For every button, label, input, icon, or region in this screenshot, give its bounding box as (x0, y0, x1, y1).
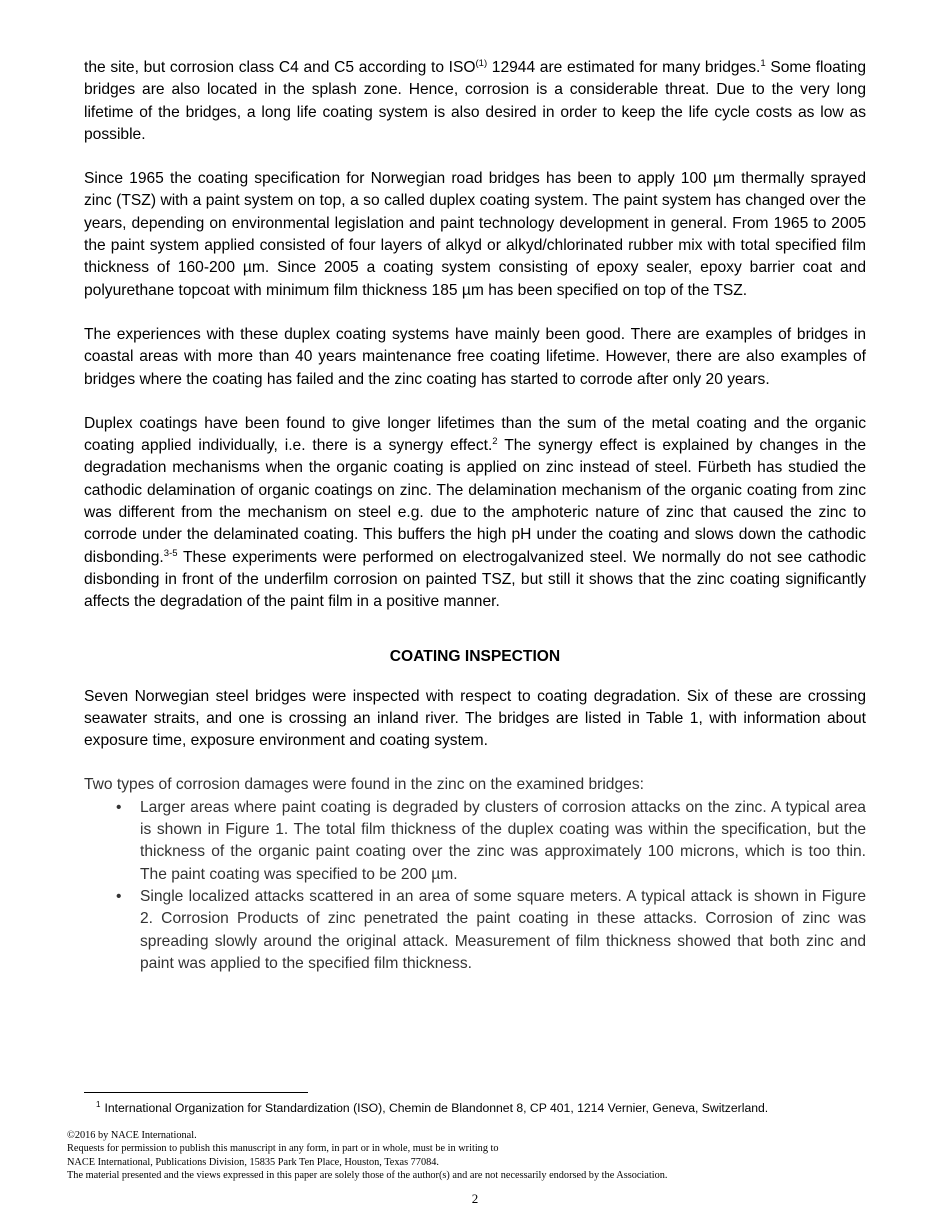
body-paragraph (84, 413, 866, 614)
paragraph-list (84, 57, 866, 614)
disclaimer-line: The material presented and the views expressed in this paper are solely those of the author(s) and are not necessarily endorsed by the Association. (67, 1170, 668, 1182)
page-body (84, 57, 866, 975)
citation-superscript: 3-5 (163, 547, 178, 559)
paragraph-text: Duplex coatings have been found to give longer lifetimes than the sum of the metal coating and the organic coating applied individually, i.e. there is a synergy effect. (84, 414, 866, 455)
paragraph-text: Since 1965 the coating specification for Norwegian road bridges has been to apply 100 µm thermally sprayed zinc (TSZ) with a paint system on top, a so called duplex coating system. The paint system has changed over the years, depending on environmental legislation and paint technology development in general. From 1965 to 2005 the paint system applied consisted of four layers of alkyd or alkyd/chlorinated rubber mix with total specified film thickness of 160-200 µm. Since 2005 a coating system consisting of epoxy sealer, epoxy barrier coat and polyurethane topcoat with minimum film thickness 185 µm has been specified on top of the TSZ. (84, 170, 866, 299)
section-heading: COATING INSPECTION (389, 647, 561, 665)
citation-superscript: 2 (492, 435, 498, 447)
footnote-text: International Organization for Standardization (ISO), Chemin de Blandonnet 8, CP 401, 1214 Vernier, Geneva, Switzerland. (104, 1101, 769, 1115)
footnote (96, 1100, 876, 1116)
bullet-text: Single localized attacks scattered in an area of some square meters. A typical attack is shown in Figure 2. Corrosion Products of zinc penetrated the paint coating in these attacks. Corrosion of zinc was spreading slowly around the original attack. Measurement of film thickness showed that both zinc and paint was applied to the specified film thickness. (140, 887, 866, 972)
list-lead: Two types of corrosion damages were found in the zinc on the examined bridges: (84, 776, 644, 794)
bullet-text: Larger areas where paint coating is degraded by clusters of corrosion attacks on the zinc. A typical area is shown in Figure 1. The total film thickness of the duplex coating was within the specification, but the thickness of the organic paint coating over the zinc was approximately 100 microns, which is too thin. The paint coating was specified to be 200 µm. (140, 798, 866, 883)
bullet-list (84, 797, 866, 975)
bullet-item (84, 886, 866, 975)
bullet-item (84, 797, 866, 886)
bullet-icon: • (116, 798, 122, 816)
body-paragraph (84, 168, 866, 302)
footnote-marker: 1 (96, 1099, 101, 1109)
body-paragraph (84, 324, 866, 391)
citation-superscript: 1 (760, 57, 766, 69)
section-intro-paragraph: Seven Norwegian steel bridges were inspected with respect to coating degradation. Six of these are crossing seawater straits, and one is crossing an inland river. The bridges are listed in Table 1, with information about exposure time, exposure environment and coating system. (84, 687, 866, 750)
copyright-block (67, 1129, 887, 1183)
body-paragraph (84, 57, 866, 146)
address-line: NACE International, Publications Division, 15835 Park Ten Place, Houston, Texas 77084. (67, 1156, 439, 1168)
paragraph-text: The synergy effect is explained by changes in the degradation mechanisms when the organic coating is applied on zinc instead of steel. Fürbeth has studied the cathodic delamination of organic coatings on zinc. The delamination mechanism of the organic coating from zinc was different from the mechanism on steel e.g. due to the amphoteric nature of zinc that caused the zinc to corrode under the delaminated coating. This buffers the high pH under the coating and slows down the cathodic disbonding. (84, 437, 866, 566)
paragraph-text: The experiences with these duplex coating systems have mainly been good. There are examples of bridges in coastal areas with more than 40 years maintenance free coating lifetime. However, there are also examples of bridges where the coating has failed and the zinc coating has started to corrode after only 20 years. (84, 325, 866, 388)
page-number: 2 (471, 1191, 479, 1206)
permission-line: Requests for permission to publish this manuscript in any form, in part or in whole, must be in writing to (67, 1143, 499, 1155)
copyright-line: ©2016 by NACE International. (67, 1130, 197, 1141)
paragraph-text: the site, but corrosion class C4 and C5 according to ISO (84, 59, 476, 76)
paragraph-text: 12944 are estimated for many bridges. (487, 59, 761, 76)
paragraph-text: Some floating bridges are also located in the splash zone. Hence, corrosion is a considerable threat. Due to the very long lifetime of the bridges, a long life coating system is also desired in order to keep the life cycle costs as low as possible. (84, 59, 866, 143)
footnote-divider (84, 1092, 308, 1093)
bullet-icon: • (116, 887, 122, 905)
citation-superscript: (1) (475, 57, 488, 69)
paragraph-text: These experiments were performed on electrogalvanized steel. We normally do not see cathodic disbonding in front of the underfilm corrosion on painted TSZ, but still it shows that the zinc coating significantly affects the degradation of the paint film in a positive manner. (84, 548, 866, 611)
